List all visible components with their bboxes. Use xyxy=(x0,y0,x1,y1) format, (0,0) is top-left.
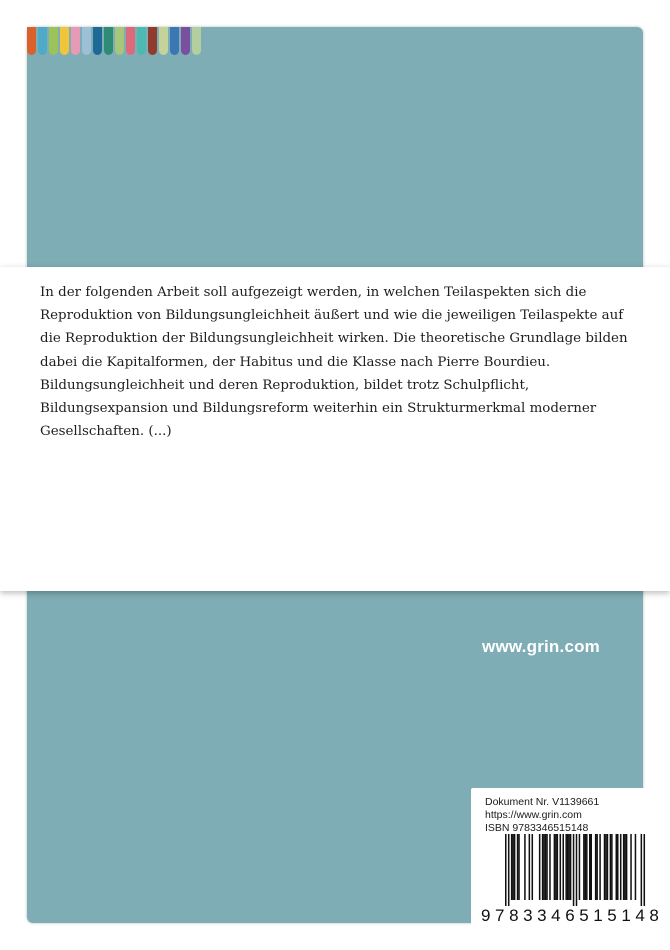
color-stripe xyxy=(181,27,190,55)
barcode-digit: 6 xyxy=(565,906,575,925)
barcode-bar xyxy=(555,834,557,900)
barcode-bar xyxy=(576,834,578,906)
barcode-bar xyxy=(644,834,646,906)
barcode-bar xyxy=(549,834,551,900)
barcode-digit: 8 xyxy=(649,906,659,925)
barcode-digit: 7 xyxy=(495,906,505,925)
barcode-bar xyxy=(562,834,564,900)
barcode-bar xyxy=(611,834,613,900)
website-url[interactable]: www.grin.com xyxy=(482,637,600,656)
color-stripe xyxy=(82,27,91,55)
barcode-bar xyxy=(524,834,526,900)
barcode-digit: 1 xyxy=(621,906,631,925)
barcode-bar xyxy=(583,834,585,900)
barcode-bar xyxy=(554,834,556,900)
barcode-bar xyxy=(546,834,548,900)
barcode-bar xyxy=(542,834,544,900)
faint-watermark xyxy=(469,37,619,47)
barcode xyxy=(505,834,645,906)
color-stripe xyxy=(159,27,168,55)
barcode-bar xyxy=(568,834,570,900)
barcode-bar xyxy=(517,834,519,900)
info-url[interactable]: https://www.grin.com xyxy=(485,809,582,821)
color-stripe xyxy=(71,27,80,55)
barcode-bar xyxy=(630,834,632,900)
barcode-bar xyxy=(624,834,626,900)
barcode-bar xyxy=(539,834,541,900)
color-stripe xyxy=(148,27,157,55)
barcode-digit: 5 xyxy=(607,906,617,925)
barcode-bar xyxy=(579,834,581,900)
barcode-digit: 3 xyxy=(523,906,533,925)
barcode-bar xyxy=(599,834,601,900)
barcode-bar xyxy=(590,834,592,900)
barcode-digit: 1 xyxy=(593,906,603,925)
barcode-bar xyxy=(532,834,534,900)
color-stripe xyxy=(137,27,146,55)
barcode-bar xyxy=(505,834,507,906)
barcode-bar xyxy=(596,834,598,900)
barcode-bar xyxy=(565,834,567,900)
barcode-bar xyxy=(518,834,520,900)
barcode-digit: 3 xyxy=(537,906,547,925)
barcode-bar xyxy=(511,834,513,900)
barcode-bar xyxy=(586,834,588,900)
barcode-bar xyxy=(635,834,637,900)
isbn-info-box xyxy=(471,788,669,935)
color-stripe xyxy=(93,27,102,55)
barcode-bar xyxy=(545,834,547,900)
barcode-digit: 4 xyxy=(635,906,645,925)
barcode-bar xyxy=(514,834,516,900)
barcode-digits xyxy=(481,906,659,926)
barcode-bar xyxy=(508,834,510,906)
color-stripe xyxy=(170,27,179,55)
barcode-bar xyxy=(570,834,572,900)
color-stripe xyxy=(27,27,36,55)
barcode-bar xyxy=(641,834,643,906)
barcode-digit: 4 xyxy=(551,906,561,925)
barcode-bar xyxy=(585,834,587,900)
barcode-bar xyxy=(623,834,625,900)
color-stripe xyxy=(126,27,135,55)
barcode-digit: 5 xyxy=(579,906,589,925)
color-stripe xyxy=(49,27,58,55)
barcode-bar xyxy=(617,834,619,900)
color-stripe xyxy=(115,27,124,55)
color-stripe xyxy=(60,27,69,55)
barcode-bar xyxy=(543,834,545,900)
abstract-text: In der folgenden Arbeit soll aufgezeigt werden, in welchen Teilaspekten sich die Reproduktion von Bildungsungleichheit äußert und wie die jeweiligen Teilaspekte auf die Reproduktion der Bildungsungleichheit wirken. Die theoretische Grundlage bilden dabei die Kapitalformen, der Habitus und die Klasse nach Pierre Bourdieu. Bildungsungleichheit und deren Reproduktion, bildet trotz Schulpflicht, Bildungsexpansion und Bildungsreform weiterhin ein Strukturmerkmal moderner Gesellschaften. (...) xyxy=(40,285,628,440)
barcode-bar xyxy=(626,834,628,900)
barcode-digit: 8 xyxy=(509,906,519,925)
barcode-bar xyxy=(573,834,575,906)
barcode-bar xyxy=(512,834,514,900)
document-number: Dokument Nr. V1139661 xyxy=(485,796,600,808)
barcode-bar xyxy=(620,834,622,900)
color-stripe xyxy=(104,27,113,55)
barcode-bar xyxy=(604,834,606,900)
color-stripe xyxy=(192,27,201,55)
barcode-digit: 9 xyxy=(481,906,491,925)
abstract-panel xyxy=(0,267,670,591)
barcode-bar xyxy=(557,834,559,900)
barcode-bar xyxy=(560,834,562,900)
barcode-bar xyxy=(589,834,591,900)
barcode-bar xyxy=(605,834,607,900)
barcode-bar xyxy=(595,834,597,900)
barcode-bar xyxy=(607,834,609,900)
barcode-bar xyxy=(567,834,569,900)
color-stripe xyxy=(38,27,47,55)
barcode-bar xyxy=(529,834,531,900)
barcode-bar xyxy=(616,834,618,900)
barcode-bar xyxy=(610,834,612,900)
isbn-number: ISBN 9783346515148 xyxy=(485,822,589,834)
color-strip xyxy=(27,27,203,55)
